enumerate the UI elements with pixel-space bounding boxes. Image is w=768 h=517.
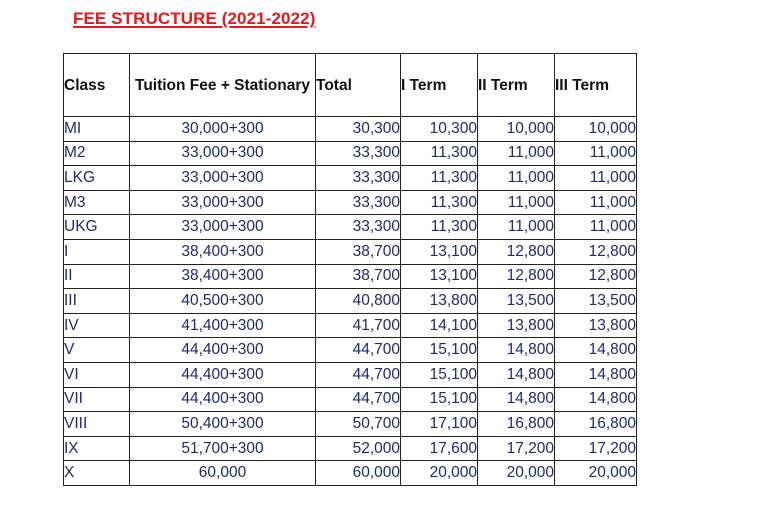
cell-term-2: 11,000 xyxy=(478,215,555,240)
cell-term-1: 15,100 xyxy=(401,338,478,363)
fee-table-body xyxy=(64,117,637,486)
cell-class: MI xyxy=(64,117,130,142)
header-total: Total xyxy=(316,54,401,117)
cell-term-1: 13,100 xyxy=(401,239,478,264)
cell-tuition-fee: 33,000+300 xyxy=(130,190,316,215)
cell-term-1: 10,300 xyxy=(401,117,478,142)
cell-class: X xyxy=(64,461,130,486)
cell-total: 40,800 xyxy=(316,289,401,314)
header-term-1: I Term xyxy=(401,54,478,117)
cell-class: I xyxy=(64,239,130,264)
cell-term-1: 15,100 xyxy=(401,362,478,387)
cell-tuition-fee: 38,400+300 xyxy=(130,264,316,289)
cell-class: III xyxy=(64,289,130,314)
cell-tuition-fee: 51,700+300 xyxy=(130,436,316,461)
cell-tuition-fee: 33,000+300 xyxy=(130,141,316,166)
table-row xyxy=(64,190,637,215)
cell-term-2: 11,000 xyxy=(478,166,555,191)
cell-class: VI xyxy=(64,362,130,387)
cell-term-1: 13,100 xyxy=(401,264,478,289)
cell-term-3: 12,800 xyxy=(555,264,637,289)
cell-term-1: 17,600 xyxy=(401,436,478,461)
cell-total: 33,300 xyxy=(316,141,401,166)
cell-tuition-fee: 40,500+300 xyxy=(130,289,316,314)
cell-total: 38,700 xyxy=(316,264,401,289)
cell-term-2: 10,000 xyxy=(478,117,555,142)
cell-term-3: 11,000 xyxy=(555,190,637,215)
cell-term-2: 13,500 xyxy=(478,289,555,314)
cell-term-1: 11,300 xyxy=(401,141,478,166)
cell-term-2: 12,800 xyxy=(478,239,555,264)
table-row xyxy=(64,436,637,461)
cell-term-3: 11,000 xyxy=(555,215,637,240)
cell-class: II xyxy=(64,264,130,289)
cell-total: 50,700 xyxy=(316,412,401,437)
cell-class: M3 xyxy=(64,190,130,215)
cell-term-2: 12,800 xyxy=(478,264,555,289)
cell-term-1: 14,100 xyxy=(401,313,478,338)
cell-term-1: 15,100 xyxy=(401,387,478,412)
cell-term-3: 14,800 xyxy=(555,338,637,363)
cell-tuition-fee: 44,400+300 xyxy=(130,387,316,412)
table-row xyxy=(64,141,637,166)
cell-total: 33,300 xyxy=(316,190,401,215)
cell-term-2: 14,800 xyxy=(478,387,555,412)
cell-tuition-fee: 30,000+300 xyxy=(130,117,316,142)
cell-class: V xyxy=(64,338,130,363)
fee-table xyxy=(63,53,637,486)
cell-term-3: 20,000 xyxy=(555,461,637,486)
cell-term-3: 14,800 xyxy=(555,362,637,387)
cell-term-1: 17,100 xyxy=(401,412,478,437)
table-row xyxy=(64,117,637,142)
header-class: Class xyxy=(64,54,130,117)
cell-total: 38,700 xyxy=(316,239,401,264)
cell-tuition-fee: 41,400+300 xyxy=(130,313,316,338)
cell-term-2: 20,000 xyxy=(478,461,555,486)
cell-class: M2 xyxy=(64,141,130,166)
table-row xyxy=(64,313,637,338)
cell-total: 33,300 xyxy=(316,166,401,191)
cell-term-2: 11,000 xyxy=(478,141,555,166)
table-row xyxy=(64,412,637,437)
cell-term-2: 14,800 xyxy=(478,362,555,387)
cell-total: 41,700 xyxy=(316,313,401,338)
cell-class: VII xyxy=(64,387,130,412)
cell-term-2: 11,000 xyxy=(478,190,555,215)
table-row xyxy=(64,166,637,191)
header-term-3: III Term xyxy=(555,54,637,117)
cell-term-3: 13,800 xyxy=(555,313,637,338)
cell-term-1: 20,000 xyxy=(401,461,478,486)
cell-class: LKG xyxy=(64,166,130,191)
cell-class: IX xyxy=(64,436,130,461)
cell-term-3: 17,200 xyxy=(555,436,637,461)
table-row xyxy=(64,215,637,240)
page-title: FEE STRUCTURE (2021-2022) xyxy=(73,9,316,28)
table-row xyxy=(64,289,637,314)
cell-total: 33,300 xyxy=(316,215,401,240)
cell-term-3: 16,800 xyxy=(555,412,637,437)
header-term-2: II Term xyxy=(478,54,555,117)
cell-total: 44,700 xyxy=(316,387,401,412)
cell-tuition-fee: 50,400+300 xyxy=(130,412,316,437)
cell-class: IV xyxy=(64,313,130,338)
cell-term-3: 10,000 xyxy=(555,117,637,142)
cell-term-3: 11,000 xyxy=(555,166,637,191)
cell-tuition-fee: 33,000+300 xyxy=(130,166,316,191)
cell-tuition-fee: 60,000 xyxy=(130,461,316,486)
header-tuition-fee: Tuition Fee + Stationary xyxy=(130,54,316,117)
table-row xyxy=(64,387,637,412)
cell-term-2: 13,800 xyxy=(478,313,555,338)
cell-total: 52,000 xyxy=(316,436,401,461)
cell-tuition-fee: 44,400+300 xyxy=(130,338,316,363)
cell-term-1: 13,800 xyxy=(401,289,478,314)
cell-total: 60,000 xyxy=(316,461,401,486)
table-row xyxy=(64,461,637,486)
table-row xyxy=(64,362,637,387)
cell-term-3: 13,500 xyxy=(555,289,637,314)
cell-term-1: 11,300 xyxy=(401,166,478,191)
cell-term-2: 14,800 xyxy=(478,338,555,363)
table-row xyxy=(64,239,637,264)
cell-tuition-fee: 33,000+300 xyxy=(130,215,316,240)
cell-class: VIII xyxy=(64,412,130,437)
table-row xyxy=(64,264,637,289)
cell-term-1: 11,300 xyxy=(401,215,478,240)
table-row xyxy=(64,338,637,363)
cell-term-3: 12,800 xyxy=(555,239,637,264)
cell-class: UKG xyxy=(64,215,130,240)
cell-tuition-fee: 38,400+300 xyxy=(130,239,316,264)
cell-term-2: 17,200 xyxy=(478,436,555,461)
cell-term-1: 11,300 xyxy=(401,190,478,215)
cell-term-3: 11,000 xyxy=(555,141,637,166)
cell-tuition-fee: 44,400+300 xyxy=(130,362,316,387)
cell-total: 30,300 xyxy=(316,117,401,142)
cell-term-3: 14,800 xyxy=(555,387,637,412)
cell-term-2: 16,800 xyxy=(478,412,555,437)
header-row xyxy=(64,54,637,117)
cell-total: 44,700 xyxy=(316,338,401,363)
cell-total: 44,700 xyxy=(316,362,401,387)
